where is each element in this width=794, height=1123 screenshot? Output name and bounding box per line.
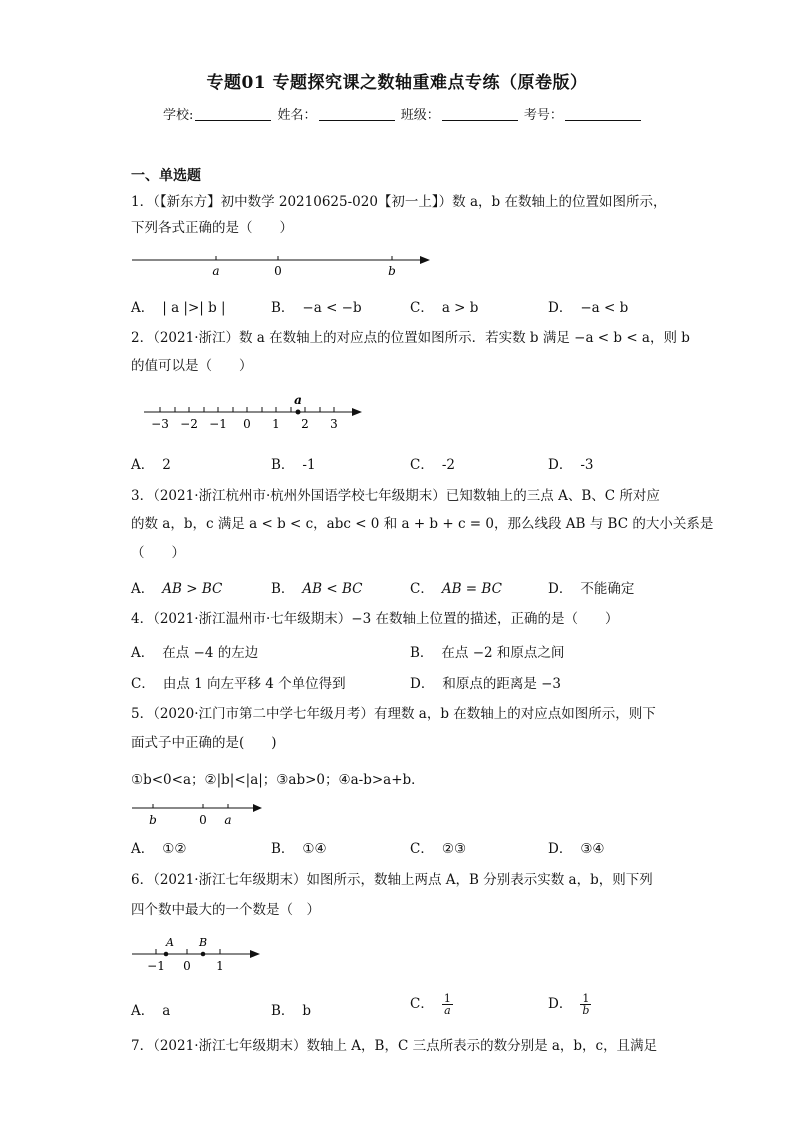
q1-option-d[interactable]: D． −a < b bbox=[548, 300, 629, 316]
q7-line1: 7．（2021·浙江七年级期末）数轴上 A，B，C 三点所表示的数分别是 a，b，c，且满足 bbox=[131, 1038, 658, 1054]
q2-tick-1: 1 bbox=[272, 417, 280, 431]
q5-line2: 面式子中正确的是( ) bbox=[131, 735, 277, 751]
q3-option-b[interactable]: B． AB < BC bbox=[271, 581, 363, 597]
q1-line2: 下列各式正确的是（ ） bbox=[131, 220, 293, 236]
q5-line1: 5．（2020·江门市第二中学七年级月考）有理数 a，b 在数轴上的对应点如图所示，则下 bbox=[131, 706, 656, 722]
exam-no-blank[interactable] bbox=[565, 108, 641, 121]
section-heading: 一、单选题 bbox=[131, 168, 201, 184]
q5-option-c[interactable]: C． ②③ bbox=[410, 841, 467, 857]
q2-line1: 2．（2021·浙江）数 a 在数轴上的对应点的位置如图所示．若实数 b 满足 −a < b < a，则 b bbox=[131, 330, 690, 346]
q5-number-line bbox=[128, 800, 268, 830]
name-label: 姓名： bbox=[277, 108, 317, 123]
q3-option-c[interactable]: C． AB = BC bbox=[410, 581, 502, 597]
q3-line1: 3．（2021·浙江杭州市·杭州外国语学校七年级期末）已知数轴上的三点 A、B、C 所对应 bbox=[131, 488, 660, 504]
q1-line1: 1．（【新东方】初中数学 20210625-020【初一上】）数 a，b 在数轴上的位置如图所示， bbox=[131, 194, 667, 210]
q2-option-d[interactable]: D． -3 bbox=[548, 457, 594, 473]
q1-label-0: 0 bbox=[274, 264, 282, 278]
q1-number-line bbox=[128, 248, 438, 282]
q2-option-b[interactable]: B． -1 bbox=[271, 457, 316, 473]
student-info-line bbox=[163, 104, 643, 123]
q6-option-c[interactable]: C． $\frac{1}{a}$ bbox=[410, 992, 451, 1017]
q2-number-line bbox=[140, 392, 370, 436]
q4-option-c[interactable]: C． 由点 1 向左平移 4 个单位得到 bbox=[131, 676, 346, 692]
name-blank[interactable] bbox=[319, 108, 395, 121]
q2-tick-0: 0 bbox=[243, 417, 251, 431]
q3-option-a[interactable]: A． AB > BC bbox=[131, 581, 223, 597]
q2-tick-2: 2 bbox=[301, 417, 309, 431]
q4-option-a[interactable]: A． 在点 −4 的左边 bbox=[131, 645, 259, 661]
q6-label-b: B bbox=[198, 936, 208, 949]
q2-line2: 的值可以是（ ） bbox=[131, 358, 253, 374]
q6-point-a bbox=[164, 952, 169, 957]
q6-tick-1: 1 bbox=[216, 959, 224, 973]
q1-option-c[interactable]: C． a > b bbox=[410, 300, 479, 316]
school-blank[interactable] bbox=[195, 108, 271, 121]
q2-point-a bbox=[296, 410, 301, 415]
q2-label-a: a bbox=[294, 393, 302, 407]
q1-label-a: a bbox=[212, 264, 220, 278]
q6-line2: 四个数中最大的一个数是（ ） bbox=[131, 902, 320, 918]
page-title: 专题01 专题探究课之数轴重难点专练（原卷版） bbox=[206, 73, 588, 93]
school-label: 学校: bbox=[163, 108, 194, 123]
q5-label-a: a bbox=[224, 813, 232, 827]
q6-line1: 6．（2021·浙江七年级期末）如图所示，数轴上两点 A，B 分别表示实数 a，b，则下列 bbox=[131, 872, 653, 888]
q6-option-d[interactable]: D． $\frac{1}{b}$ bbox=[548, 992, 590, 1017]
q6-tick-0: 0 bbox=[183, 959, 191, 973]
q4-option-d[interactable]: D． 和原点的距离是 −3 bbox=[410, 676, 562, 692]
q6-fraction-1-over-a: $\frac{1}{a}$ bbox=[443, 992, 451, 1017]
q1-option-a[interactable]: A． | a |>| b | bbox=[131, 300, 226, 316]
q3-line3: （ ） bbox=[131, 545, 185, 561]
q6-label-a: A bbox=[166, 936, 174, 949]
q2-tick-neg3: −3 bbox=[151, 417, 169, 431]
q6-fraction-1-over-b: $\frac{1}{b}$ bbox=[582, 992, 590, 1017]
q1-option-b[interactable]: B． −a < −b bbox=[271, 300, 362, 316]
q5-label-b: b bbox=[149, 813, 157, 827]
q6-option-b[interactable]: B． b bbox=[271, 1003, 312, 1019]
q5-statements: ①b<0<a；②|b|<|a|；③ab>0；④a-b>a+b． bbox=[131, 772, 425, 788]
q6-point-b bbox=[201, 952, 206, 957]
q4-option-b[interactable]: B． 在点 −2 和原点之间 bbox=[410, 645, 565, 661]
q6-number-line bbox=[128, 934, 268, 976]
q2-tick-neg1: −1 bbox=[209, 417, 227, 431]
q5-option-a[interactable]: A． ①② bbox=[131, 841, 187, 857]
q5-option-b[interactable]: B． ①④ bbox=[271, 841, 327, 857]
q6-tick-neg1: −1 bbox=[147, 959, 165, 973]
exam-no-label: 考号： bbox=[523, 108, 563, 123]
q2-tick-3: 3 bbox=[330, 417, 338, 431]
q6-option-a[interactable]: A． a bbox=[131, 1003, 171, 1019]
q3-line2: 的数 a，b，c 满足 a < b < c，abc < 0 和 a + b + c = 0，那么线段 AB 与 BC 的大小关系是 bbox=[131, 516, 714, 532]
class-label: 班级： bbox=[400, 108, 440, 123]
q2-tick-neg2: −2 bbox=[180, 417, 198, 431]
q2-option-a[interactable]: A． 2 bbox=[131, 457, 171, 473]
q1-label-b: b bbox=[388, 264, 396, 278]
q4-line1: 4．（2021·浙江温州市·七年级期末）−3 在数轴上位置的描述，正确的是（ ） bbox=[131, 611, 619, 627]
q3-option-d[interactable]: D． 不能确定 bbox=[548, 581, 635, 597]
q2-option-c[interactable]: C． -2 bbox=[410, 457, 455, 473]
q5-label-0: 0 bbox=[199, 813, 207, 827]
q5-option-d[interactable]: D． ③④ bbox=[548, 841, 605, 857]
class-blank[interactable] bbox=[442, 108, 518, 121]
